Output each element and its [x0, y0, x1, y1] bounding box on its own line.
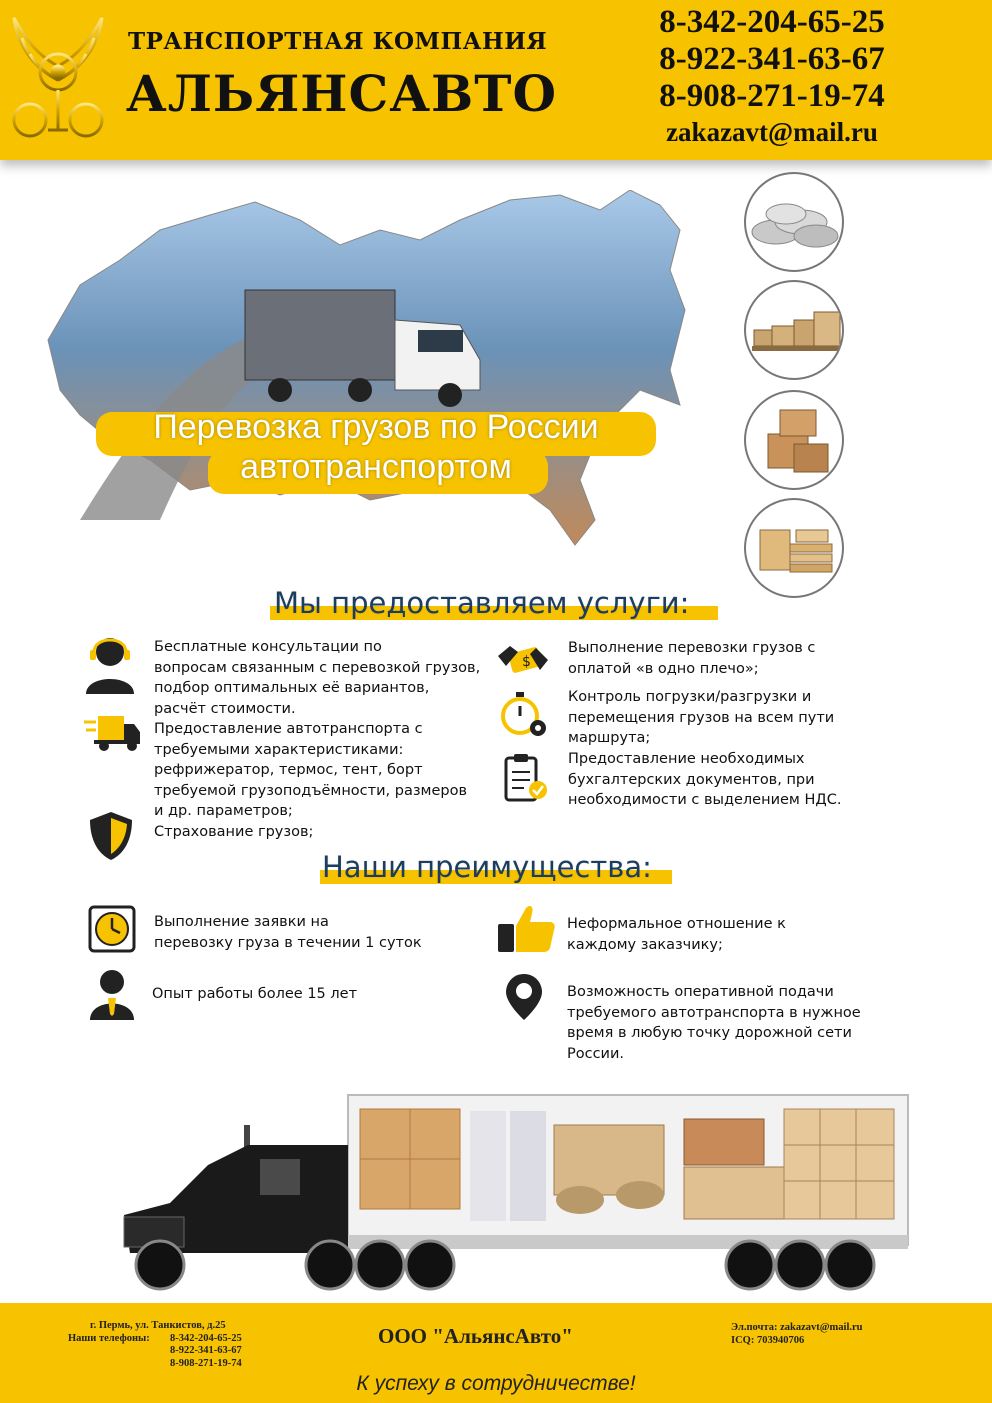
footer-address: г. Пермь, ул. Танкистов, д.25: [90, 1320, 226, 1331]
fast-truck-icon: [84, 712, 140, 754]
advantages-title: Наши преимущества:: [322, 850, 652, 884]
winged-wheel-logo-icon: [8, 10, 108, 145]
cargo-bags-image: [744, 172, 844, 272]
handshake-money-icon: [496, 636, 550, 680]
trailer-cargo-icon: [360, 1109, 894, 1221]
shield-icon: [88, 810, 134, 862]
service-transport: Предоставление автотранспорта с требуемыми характеристиками: рефрижератор, термос, тент, борт требуемой грузоподъёмности, размеров и др. параметров;: [154, 721, 468, 819]
header-phone-3[interactable]: 8-908-271-19-74: [659, 78, 885, 114]
footer-phones-label: Наши телефоны:: [68, 1332, 150, 1344]
banner-line-1: Перевозка грузов по России: [153, 408, 599, 446]
stopwatch-gear-icon: [500, 690, 550, 742]
header-phone-1[interactable]: 8-342-204-65-25: [659, 4, 885, 40]
cargo-lumber-image: [744, 498, 844, 598]
support-operator-icon: [82, 632, 138, 694]
header-email[interactable]: zakazavt@mail.ru: [666, 117, 878, 147]
footer-slogan: К успеху в сотрудничестве!: [356, 1372, 636, 1395]
footer-contacts-block: [731, 1322, 863, 1347]
service-documents: Предоставление необходимых бухгалтерских документов, при необходимости с выделением НДС.: [568, 751, 842, 808]
clock-icon: [88, 905, 136, 953]
advantage-delivery: Возможность оперативной подачи требуемого автотранспорта в нужное время в любую точку дорожной сети России.: [567, 984, 861, 1062]
semi-truck-cargo-illustration: [110, 1085, 920, 1297]
footer-address-block: [68, 1320, 242, 1370]
advantage-experience: Опыт работы более 15 лет: [152, 986, 358, 1002]
businessman-icon: [88, 968, 136, 1020]
footer-phone-3[interactable]: 8-908-271-19-74: [170, 1357, 242, 1369]
clipboard-check-icon: [502, 752, 548, 804]
advantage-one-day: Выполнение заявки на перевозку груза в течении 1 суток: [154, 914, 422, 951]
service-insurance: Страхование грузов;: [154, 824, 314, 840]
thumbs-up-icon: [496, 902, 556, 954]
cargo-boxes-image: [744, 390, 844, 490]
svg-text:$: $: [522, 654, 531, 670]
header-contacts: [642, 4, 902, 149]
services-title: Мы предоставляем услуги:: [274, 586, 690, 620]
company-subtitle: ТРАНСПОРТНАЯ КОМПАНИЯ: [128, 28, 548, 55]
cargo-pallets-image: [744, 280, 844, 380]
footer-icq: ICQ: 703940706: [731, 1334, 805, 1346]
footer-org-name: ООО "АльянсАвто": [378, 1324, 573, 1348]
footer-phone-2[interactable]: 8-922-341-63-67: [170, 1345, 242, 1356]
russia-map-illustration: [40, 190, 700, 560]
location-pin-icon: [504, 972, 544, 1022]
service-one-way: Выполнение перевозки грузов с оплатой «в одно плечо»;: [568, 640, 816, 677]
footer-email[interactable]: Эл.почта: zakazavt@mail.ru: [731, 1322, 863, 1333]
header-phone-2[interactable]: 8-922-341-63-67: [659, 41, 885, 77]
service-control: Контроль погрузки/разгрузки и перемещения грузов на всем пути маршрута;: [568, 689, 835, 746]
service-consultation: Бесплатные консультации по вопросам связанным с перевозкой грузов, подбор оптимальных её вариантов, расчёт стоимости.: [154, 639, 481, 717]
banner-line-2: автотранспортом: [240, 448, 512, 486]
footer-phone-1[interactable]: 8-342-204-65-25: [170, 1332, 242, 1344]
advantage-informal: Неформальное отношение к каждому заказчику;: [567, 916, 786, 953]
company-name: АЛЬЯНСАВТО: [126, 64, 558, 123]
